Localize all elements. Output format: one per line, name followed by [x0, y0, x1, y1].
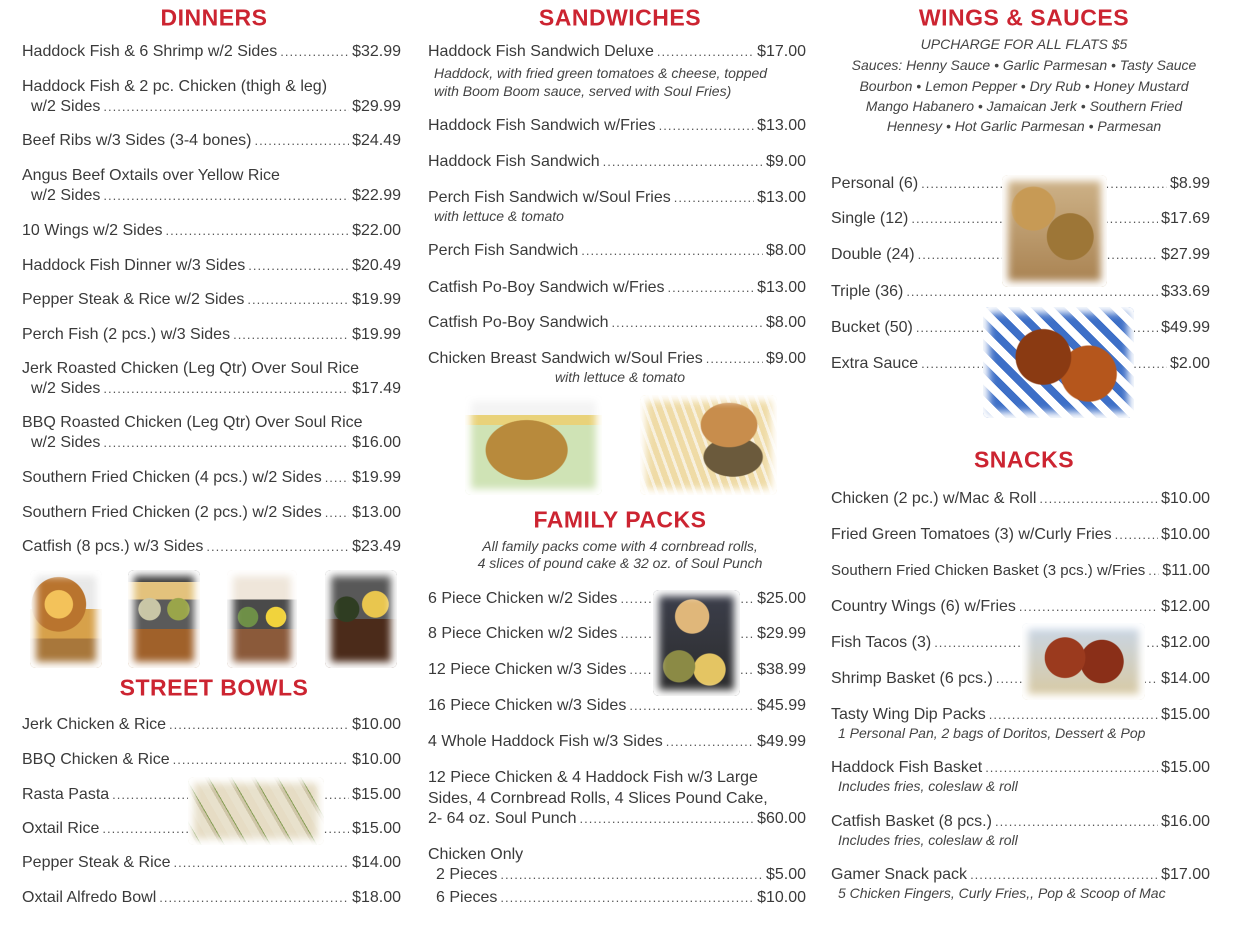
menu-item: Double (24) ..... $27.99: [831, 247, 1210, 263]
leader-dots: [1039, 492, 1158, 505]
price: $23.49: [352, 538, 401, 555]
menu-item: Catfish Po-Boy Sandwich ..... $8.00: [428, 315, 806, 331]
leader-dots: [206, 540, 349, 553]
section-heading-street-bowls: STREET BOWLS: [119, 674, 309, 701]
leader-dots: [169, 718, 349, 731]
section-note: All family packs come with 4 cornbread rolls,: [482, 538, 758, 554]
price: $17.00: [757, 43, 806, 60]
menu-item: Catfish Po-Boy Sandwich w/Fries ..... $13.00: [428, 280, 806, 296]
menu-item-name: BBQ Roasted Chicken (Leg Qtr) Over Soul Rice: [22, 414, 363, 431]
sauced-wings-photo: [983, 307, 1134, 418]
menu-item: Rasta Pasta ..... $15.00: [22, 787, 401, 803]
leader-dots: [500, 891, 754, 904]
menu-item: Single (12) ..... $17.69: [831, 211, 1210, 227]
price: $8.00: [765, 242, 806, 259]
leader-dots: [159, 891, 349, 904]
price: $19.99: [352, 469, 401, 486]
price: $60.00: [757, 810, 806, 827]
menu-item: Perch Fish Sandwich w/Soul Fries ..... $13.00: [428, 190, 806, 206]
menu-item-name: Jerk Roasted Chicken (Leg Qtr) Over Soul Rice: [22, 360, 360, 377]
price: $19.99: [352, 326, 401, 343]
price: $38.99: [757, 661, 806, 678]
price: $14.00: [1161, 670, 1210, 687]
leader-dots: [629, 699, 754, 712]
menu-item: BBQ Chicken & Rice ..... $10.00: [22, 752, 401, 768]
price: $13.00: [757, 189, 806, 206]
leader-dots: [603, 155, 763, 168]
price: $9.00: [765, 153, 806, 170]
leader-dots: [325, 506, 349, 519]
menu-item: Gamer Snack pack ..... $17.00: [831, 867, 1210, 883]
price: $27.99: [1161, 246, 1210, 263]
menu-item: Haddock Fish Basket ..... $15.00: [831, 760, 1210, 776]
section-heading-family-packs: FAMILY PACKS: [533, 506, 707, 533]
price: $17.49: [352, 380, 401, 397]
price: $49.99: [1161, 319, 1210, 336]
menu-item: Personal (6) ..... $8.99: [831, 176, 1210, 192]
menu-item: Perch Fish (2 pcs.) w/3 Sides ..... $19.99: [22, 327, 401, 343]
item-description: Includes fries, coleslaw & roll: [838, 778, 1018, 794]
section-heading-wings: WINGS & SAUCES: [918, 4, 1130, 31]
menu-item: Chicken (2 pc.) w/Mac & Roll ..... $10.00: [831, 491, 1210, 507]
price: $12.00: [1161, 598, 1210, 615]
price: $15.00: [1161, 759, 1210, 776]
menu-item: Catfish (8 pcs.) w/3 Sides ..... $23.49: [22, 539, 401, 555]
leader-dots: [103, 189, 349, 202]
menu-item: Haddock Fish Sandwich w/Fries ..... $13.00: [428, 118, 806, 134]
price: $10.00: [757, 889, 806, 906]
sauces-list: Sauces: Henny Sauce • Garlic Parmesan • Tasty Sauce: [851, 57, 1197, 73]
menu-item: 10 Wings w/2 Sides ..... $22.00: [22, 223, 401, 239]
item-description: Haddock, with fried green tomatoes & cheese, topped: [434, 65, 768, 81]
price: $8.99: [1169, 175, 1210, 192]
price: $13.00: [352, 504, 401, 521]
leader-dots: [173, 753, 349, 766]
menu-item: Tasty Wing Dip Packs ..... $15.00: [831, 707, 1210, 723]
menu-item: Southern Fried Chicken (2 pcs.) w/2 Sides ..... $13.00: [22, 505, 401, 521]
dinner-plate-photo-1: [30, 570, 102, 668]
section-heading-dinners: DINNERS: [160, 4, 268, 31]
leader-dots: [166, 224, 350, 237]
price: $45.99: [757, 697, 806, 714]
shrimp-basket-photo: [1022, 623, 1145, 700]
price: $15.00: [352, 820, 401, 837]
sauces-list: Bourbon • Lemon Pepper • Dry Rub • Honey Mustard: [859, 78, 1189, 94]
menu-item: w/2 Sides ..... $17.49: [31, 381, 401, 397]
dinner-plate-photo-2: [128, 570, 200, 668]
dinner-plate-photo-4: [325, 570, 397, 668]
leader-dots: [325, 471, 349, 484]
menu-item: 4 Whole Haddock Fish w/3 Sides ..... $49.99: [428, 734, 806, 750]
section-note: 4 slices of pound cake & 32 oz. of Soul Punch: [477, 555, 763, 571]
leader-dots: [103, 100, 349, 113]
price: $22.00: [352, 222, 401, 239]
menu-item: Haddock Fish & 6 Shrimp w/2 Sides ..... $32.99: [22, 44, 401, 60]
menu-item: 16 Piece Chicken w/3 Sides ..... $45.99: [428, 698, 806, 714]
sauces-list: Mango Habanero • Jamaican Jerk • Southern Fried: [865, 98, 1183, 114]
price: $49.99: [757, 733, 806, 750]
menu-item: 2 Pieces ..... $5.00: [436, 867, 806, 883]
menu-item-name: 12 Piece Chicken & 4 Haddock Fish w/3 Large: [428, 769, 758, 786]
leader-dots: [248, 259, 349, 272]
fish-sandwich-photo: [465, 395, 602, 495]
price: $5.00: [765, 866, 806, 883]
menu-item: Oxtail Alfredo Bowl ..... $18.00: [22, 890, 401, 906]
leader-dots: [668, 281, 755, 294]
leader-dots: [666, 735, 754, 748]
price: $10.00: [352, 716, 401, 733]
menu-item: Southern Fried Chicken (4 pcs.) w/2 Sides ..... $19.99: [22, 470, 401, 486]
price: $33.69: [1161, 283, 1210, 300]
rasta-pasta-photo: [188, 777, 324, 845]
price: $12.00: [1161, 634, 1210, 651]
leader-dots: [659, 119, 754, 132]
price: $24.49: [352, 132, 401, 149]
menu-item-name: Angus Beef Oxtails over Yellow Rice: [22, 167, 280, 184]
price: $18.00: [352, 889, 401, 906]
price: $10.00: [352, 751, 401, 768]
item-description: Includes fries, coleslaw & roll: [838, 832, 1018, 848]
leader-dots: [581, 244, 763, 257]
leader-dots: [989, 708, 1158, 721]
leader-dots: [1148, 564, 1159, 577]
dinner-plate-photo-3: [227, 570, 297, 668]
price: $22.99: [352, 187, 401, 204]
price: $8.00: [765, 314, 806, 331]
menu-item: Oxtail Rice ..... $15.00: [22, 821, 401, 837]
menu-item: w/2 Sides ..... $16.00: [31, 435, 401, 451]
item-description: with Boom Boom sauce, served with Soul Fries): [434, 83, 732, 99]
price: $14.00: [352, 854, 401, 871]
leader-dots: [247, 293, 349, 306]
sauces-list: Hennesy • Hot Garlic Parmesan • Parmesan: [886, 118, 1162, 134]
price: $29.99: [352, 98, 401, 115]
section-heading-snacks: SNACKS: [973, 446, 1075, 473]
item-description: 1 Personal Pan, 2 bags of Doritos, Dessert & Pop: [838, 725, 1146, 741]
price: $9.00: [765, 350, 806, 367]
price: $29.99: [757, 625, 806, 642]
price: $13.00: [757, 117, 806, 134]
menu-item: Haddock Fish Sandwich Deluxe ..... $17.00: [428, 44, 806, 60]
leader-dots: [280, 45, 349, 58]
leader-dots: [995, 815, 1158, 828]
leader-dots: [985, 761, 1158, 774]
price: $19.99: [352, 291, 401, 308]
item-description: with lettuce & tomato: [555, 369, 685, 385]
section-heading-sandwiches: SANDWICHES: [538, 4, 702, 31]
price: $25.00: [757, 590, 806, 607]
leader-dots: [706, 352, 763, 365]
leader-dots: [1115, 528, 1158, 541]
leader-dots: [657, 45, 754, 58]
upcharge-note: UPCHARGE FOR ALL FLATS $5: [920, 36, 1128, 52]
item-description: 5 Chicken Fingers, Curly Fries,, Pop & Scoop of Mac: [838, 885, 1166, 901]
price: $13.00: [757, 279, 806, 296]
price: $20.49: [352, 257, 401, 274]
family-pack-photo: [653, 590, 740, 696]
menu-item: Jerk Chicken & Rice ..... $10.00: [22, 717, 401, 733]
menu-item: Pepper Steak & Rice w/2 Sides ..... $19.99: [22, 292, 401, 308]
item-description: with lettuce & tomato: [434, 208, 564, 224]
leader-dots: [174, 856, 350, 869]
price: $10.00: [1161, 526, 1210, 543]
menu-item-name: Haddock Fish & 2 pc. Chicken (thigh & leg): [22, 78, 328, 95]
leader-dots: [500, 868, 763, 881]
menu-item: 6 Piece Chicken w/2 Sides ..... $25.00: [428, 591, 806, 607]
menu-item: Haddock Fish Dinner w/3 Sides ..... $20.49: [22, 258, 401, 274]
menu-item: Fried Green Tomatoes (3) w/Curly Fries ..... $10.00: [831, 527, 1210, 543]
chicken-only-label: Chicken Only: [428, 846, 524, 863]
price: $32.99: [352, 43, 401, 60]
menu-item-name: Sides, 4 Cornbread Rolls, 4 Slices Pound Cake,: [428, 790, 768, 807]
menu-item: 12 Piece Chicken w/3 Sides ..... $38.99: [428, 662, 806, 678]
menu-item: Beef Ribs w/3 Sides (3-4 bones) ..... $24.49: [22, 133, 401, 149]
menu-item: Triple (36) ..... $33.69: [831, 284, 1210, 300]
leader-dots: [674, 191, 754, 204]
leader-dots: [1019, 600, 1158, 613]
menu-item: 6 Pieces ..... $10.00: [436, 890, 806, 906]
leader-dots: [103, 382, 349, 395]
menu-item: Perch Fish Sandwich ..... $8.00: [428, 243, 806, 259]
menu-item: 2- 64 oz. Soul Punch ..... $60.00: [428, 811, 806, 827]
price: $17.00: [1161, 866, 1210, 883]
menu-item: Shrimp Basket (6 pcs.) ..... $14.00: [831, 671, 1210, 687]
menu-item: Southern Fried Chicken Basket (3 pcs.) w/Fries ..... $11.00: [831, 563, 1210, 579]
menu-item: w/2 Sides ..... $22.99: [31, 188, 401, 204]
menu-item: Pepper Steak & Rice ..... $14.00: [22, 855, 401, 871]
leader-dots: [103, 436, 349, 449]
price: $2.00: [1169, 355, 1210, 372]
menu-item: Extra Sauce ..... $2.00: [831, 356, 1210, 372]
menu-item: Fish Tacos (3) ..... $12.00: [831, 635, 1210, 651]
menu-item: Chicken Breast Sandwich w/Soul Fries ..... $9.00: [428, 351, 806, 367]
leader-dots: [970, 868, 1158, 881]
menu-item: w/2 Sides ..... $29.99: [31, 99, 401, 115]
leader-dots: [612, 316, 763, 329]
leader-dots: [233, 328, 349, 341]
price: $10.00: [1161, 490, 1210, 507]
price: $16.00: [352, 434, 401, 451]
price: $17.69: [1161, 210, 1210, 227]
price: $16.00: [1161, 813, 1210, 830]
price: $11.00: [1162, 562, 1210, 579]
menu-item: Country Wings (6) w/Fries ..... $12.00: [831, 599, 1210, 615]
menu-item: Bucket (50) ..... $49.99: [831, 320, 1210, 336]
fried-wings-photo: [1002, 175, 1107, 287]
menu-item: Catfish Basket (8 pcs.) ..... $16.00: [831, 814, 1210, 830]
price: $15.00: [1161, 706, 1210, 723]
chicken-sandwich-photo: [640, 395, 777, 495]
leader-dots: [580, 812, 755, 825]
menu-item: 8 Piece Chicken w/2 Sides ..... $29.99: [428, 626, 806, 642]
menu-item: Haddock Fish Sandwich ..... $9.00: [428, 154, 806, 170]
leader-dots: [254, 134, 349, 147]
price: $15.00: [352, 786, 401, 803]
